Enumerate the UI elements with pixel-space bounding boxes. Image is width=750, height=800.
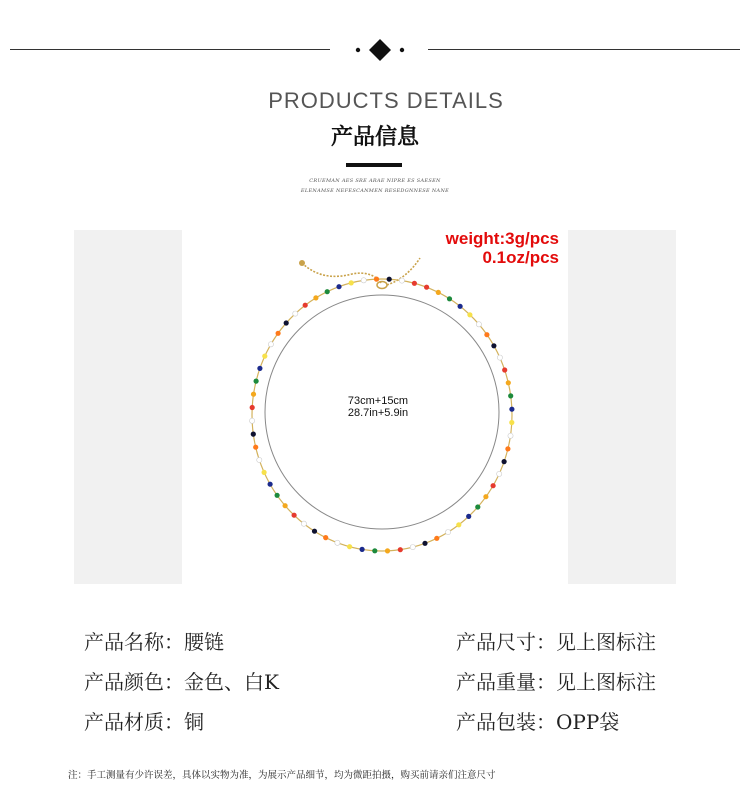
chain-bead [506,380,511,385]
chain-bead [312,529,317,534]
chain-bead [301,521,306,526]
chain-bead [325,289,330,294]
chain-bead [293,311,298,316]
chain-bead [508,433,513,438]
spec-product-color: 产品颜色：金色、白K [84,670,279,694]
diamond-ornament-icon [355,37,405,63]
chain-bead [475,504,480,509]
chain-bead [508,393,513,398]
chain-bead [251,432,256,437]
image-side-panel-left [74,230,182,584]
chain-bead [276,331,281,336]
image-side-panel-right [568,230,676,584]
length-label-in: 28.7in+5.9in [347,407,409,419]
chain-bead [257,366,262,371]
spec-product-weight: 产品重量：见上图标注 [456,670,656,694]
spec-product-packaging: 产品包装：OPP袋 [456,710,620,734]
fine-print-line-1: CRUEMAN AES SRE ARAE NIPRE ES SAESEN [309,178,441,184]
chain-bead [303,303,308,308]
chain-bead [250,405,255,410]
chain-bead [436,290,441,295]
spec-product-name: 产品名称：腰链 [84,630,224,654]
chain-bead [374,277,379,282]
chain-bead [491,483,496,488]
chain-bead [251,392,256,397]
chain-bead [502,367,507,372]
chain-bead [399,278,404,283]
chain-bead [505,446,510,451]
chain-bead [250,418,255,423]
chain-bead [385,548,390,553]
chain-bead [275,493,280,498]
chain-bead [361,278,366,283]
footer-note: 注：手工测量有少许误差，具体以实物为准，为展示产品细节，均为微距拍摄，购买前请亲们注意尺寸 [68,770,496,781]
spec-product-material: 产品材质：铜 [84,710,204,734]
title-underline [346,163,402,167]
chain-bead [313,295,318,300]
chain-bead [446,530,451,535]
chain-bead [412,281,417,286]
chain-bead [484,332,489,337]
chain-bead [491,343,496,348]
chain-bead [336,284,341,289]
chain-bead [466,514,471,519]
chain-bead [458,304,463,309]
chain-bead [467,312,472,317]
chain-bead [262,354,267,359]
weight-label-ounces: 0.1oz/pcs [482,248,559,267]
chain-bead [497,355,502,360]
chain-bead [253,445,258,450]
chain-bead [434,536,439,541]
chain-bead [349,280,354,285]
chain-bead [360,547,365,552]
chain-bead [284,320,289,325]
chain-bead [387,277,392,282]
spec-product-size: 产品尺寸：见上图标注 [456,630,656,654]
chain-bead [509,407,514,412]
chain-bead [254,379,259,384]
chain-bead [292,513,297,518]
chain-bead [476,322,481,327]
section-title-cn: 产品信息 [330,125,419,150]
chain-bead [323,535,328,540]
header-rule-left [10,49,330,50]
chain-bead [502,459,507,464]
fine-print-line-2: ELENAMSE NEFESCANMEN RESEDGNNESE NANE [300,188,450,194]
chain-bead [424,285,429,290]
chain-bead [410,545,415,550]
chain-bead [262,470,267,475]
chain-bead [347,544,352,549]
chain-bead [497,471,502,476]
chain-bead [483,494,488,499]
chain-bead [335,540,340,545]
length-label-cm: 73cm+15cm [347,395,409,407]
chain-bead [398,547,403,552]
chain-bead [447,296,452,301]
chain-bead [268,482,273,487]
weight-label-grams: weight:3g/pcs [445,229,559,248]
chain-bead [456,522,461,527]
chain-bead [257,457,262,462]
chain-bead [509,420,514,425]
chain-bead [283,503,288,508]
header-rule-right [428,49,740,50]
section-title-en: PRODUCTS DETAILS [268,88,504,113]
chain-bead [268,342,273,347]
chain-bead [422,541,427,546]
chain-bead [372,548,377,553]
